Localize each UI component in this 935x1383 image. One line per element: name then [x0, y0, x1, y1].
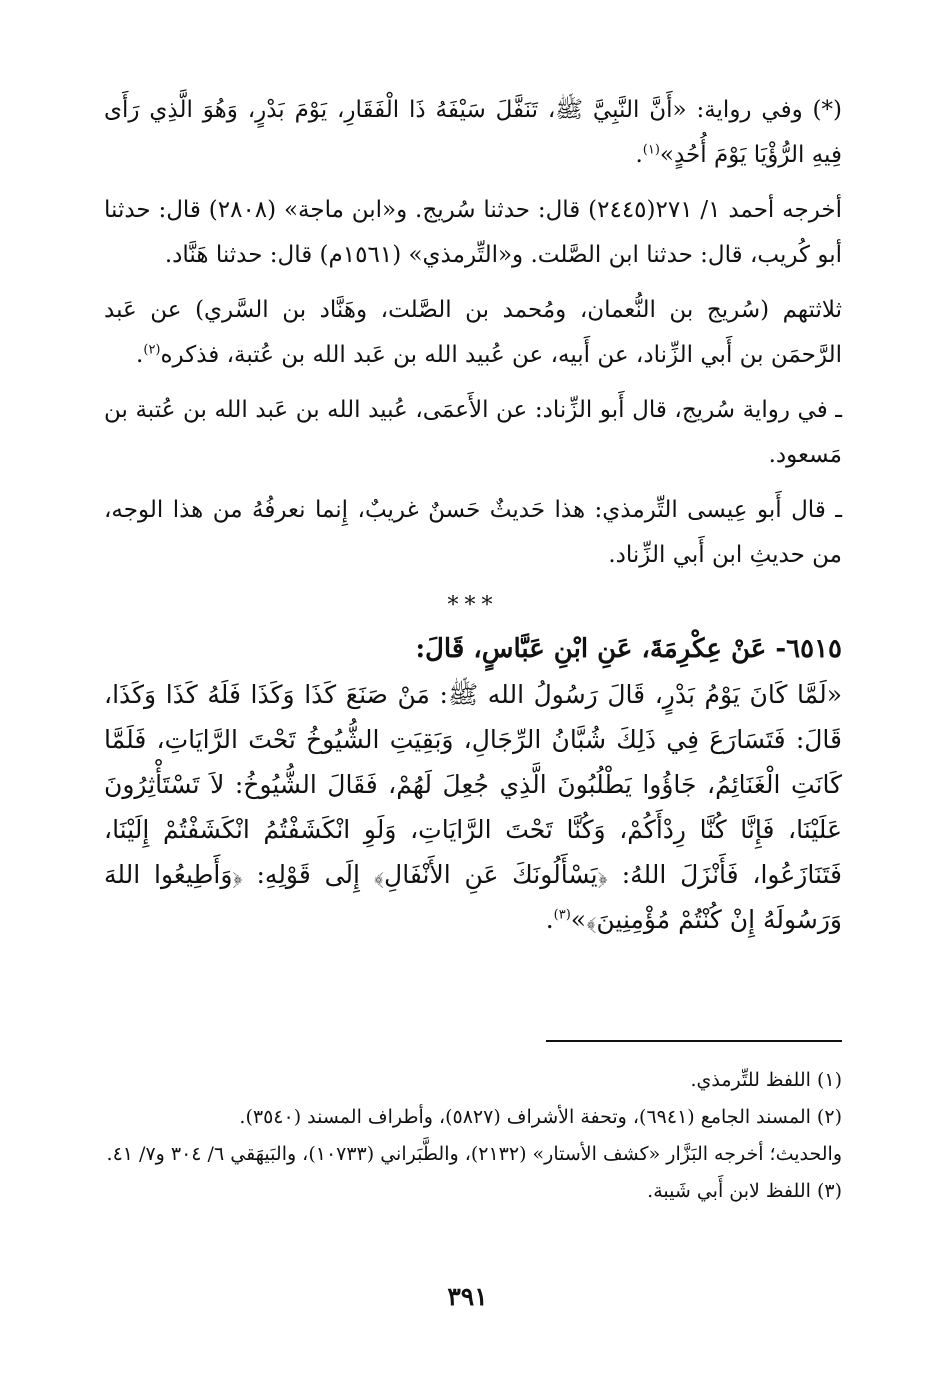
- footnote-ref-1: (١): [642, 142, 660, 158]
- hadith-heading: ٦٥١٥- عَنْ عِكْرِمَةَ، عَنِ ابْنِ عَبَّاسٍ، قَالَ:: [415, 634, 842, 664]
- note-paragraph-tirmidhi: ـ قال أَبو عِيسى التِّرمذي: هذا حَديثٌ حَسنٌ غريبٌ، إِنما نعرفُهُ من هذا الوجه، من حديثِ ابن أَبي الزِّناد.: [104, 497, 842, 568]
- period: .: [136, 342, 144, 368]
- section-separator: ***: [447, 593, 499, 618]
- footnote-2-continuation: والحديث؛ أخرجه البَزَّار «كشف الأستار» (٢١٣٢)، والطَّبَراني (١٠٧٣٣)، والبَيهَقي ٦/ ٣٠٤ و٧/ ٤١.: [106, 1143, 842, 1165]
- page-number: ٣٩١: [447, 1282, 488, 1311]
- narration-variant-text: (*) وفي رواية: «أَنَّ النَّبِيَّ ﷺ، تَنَفَّلَ سَيْفَهُ ذَا الْفَقَارِ، يَوْمَ بَدْرٍ، وَهُوَ الَّذِي رَأَى فِيهِ الرُّؤْيَا يَوْمَ أُحُدٍ»: [104, 97, 842, 168]
- takhrij-paragraph: أخرجه أحمد ١/ ٢٧١(٢٤٤٥) قال: حدثنا سُريج. و«ابن ماجة» (٢٨٠٨) قال: حدثنا أبو كُريب، قال: حدثنا ابن الصَّلت. و«التِّرمذي» (١٥٦١م) قال: حدثنا هَنَّاد.: [104, 197, 842, 268]
- isnad-text: ثلاثتهم (سُريج بن النُّعمان، ومُحمد بن الصَّلت، وهَنَّاد بن السَّري) عن عَبد الرَّحمَن بن أَبي الزِّناد، عن أَبيه، عن عُبيد الله بن عَبد الله بن عُتبة، فذكره: [104, 297, 842, 368]
- footnote-3: (٣) اللفظ لابن أَبي شَيبة.: [647, 1180, 842, 1202]
- hadith-text: «لَمَّا كَانَ يَوْمُ بَدْرٍ، قَالَ رَسُولُ الله ﷺ: مَنْ صَنَعَ كَذَا وَكَذَا فَلَهُ كَذَا وَكَذَا، قَالَ: فَتَسَارَعَ فِي ذَلِكَ شُبَّانُ الرِّجَالِ، وَبَقِيَتِ الشُّيُوخُ تَحْتَ الرَّايَاتِ، فَلَمَّا كَانَتِ الْغَنَائِمُ، جَاؤُوا يَطْلُبُونَ الَّذِي جُعِلَ لَهُمْ، فَقَالَ الشُّيُوخُ: لاَ تَسْتَأْثِرُونَ عَلَيْنَا، فَإِنَّا كُنَّا رِدْأَكُمْ، وَكُنَّا تَحْتَ الرَّايَاتِ، وَلَوِ انْكَشَفْتُمُ انْكَشَفْتُمْ إِلَيْنَا، فَتَنَازَعُوا، فَأَنْزَلَ اللهُ: ﴿يَسْأَلُونَكَ عَنِ الأَنْفَالِ﴾ إِلَى قَوْلِهِ: ﴿وَأَطِيعُوا اللهَ وَرَسُولَهُ إِنْ كُنْتُمْ مُؤْمِنِينَ﴾»: [104, 680, 842, 934]
- footnote-2: (٢) المسند الجامع (٦٩٤١)، وتحفة الأشراف (٥٨٢٧)، وأطراف المسند (٣٥٤٠).: [239, 1106, 842, 1128]
- isnad-paragraph: [104, 288, 842, 378]
- footnotes: [104, 1062, 842, 1210]
- period: .: [635, 142, 643, 168]
- footnote-1: (١) اللفظ للتِّرمذي.: [690, 1069, 842, 1091]
- period: .: [545, 905, 554, 934]
- note-paragraph-sureij: ـ في رواية سُريج، قال أَبو الزِّناد: عن الأَعمَى، عُبيد الله بن عَبد الله بن عُتبة بن مَسعود.: [104, 397, 842, 468]
- hadith-text-paragraph: [104, 672, 842, 942]
- footnote-ref-3: (٣): [553, 907, 571, 923]
- footnote-ref-2: (٢): [143, 342, 161, 358]
- footnote-divider: [546, 1040, 842, 1042]
- main-text: [104, 88, 842, 952]
- narration-variant-paragraph: [104, 88, 842, 178]
